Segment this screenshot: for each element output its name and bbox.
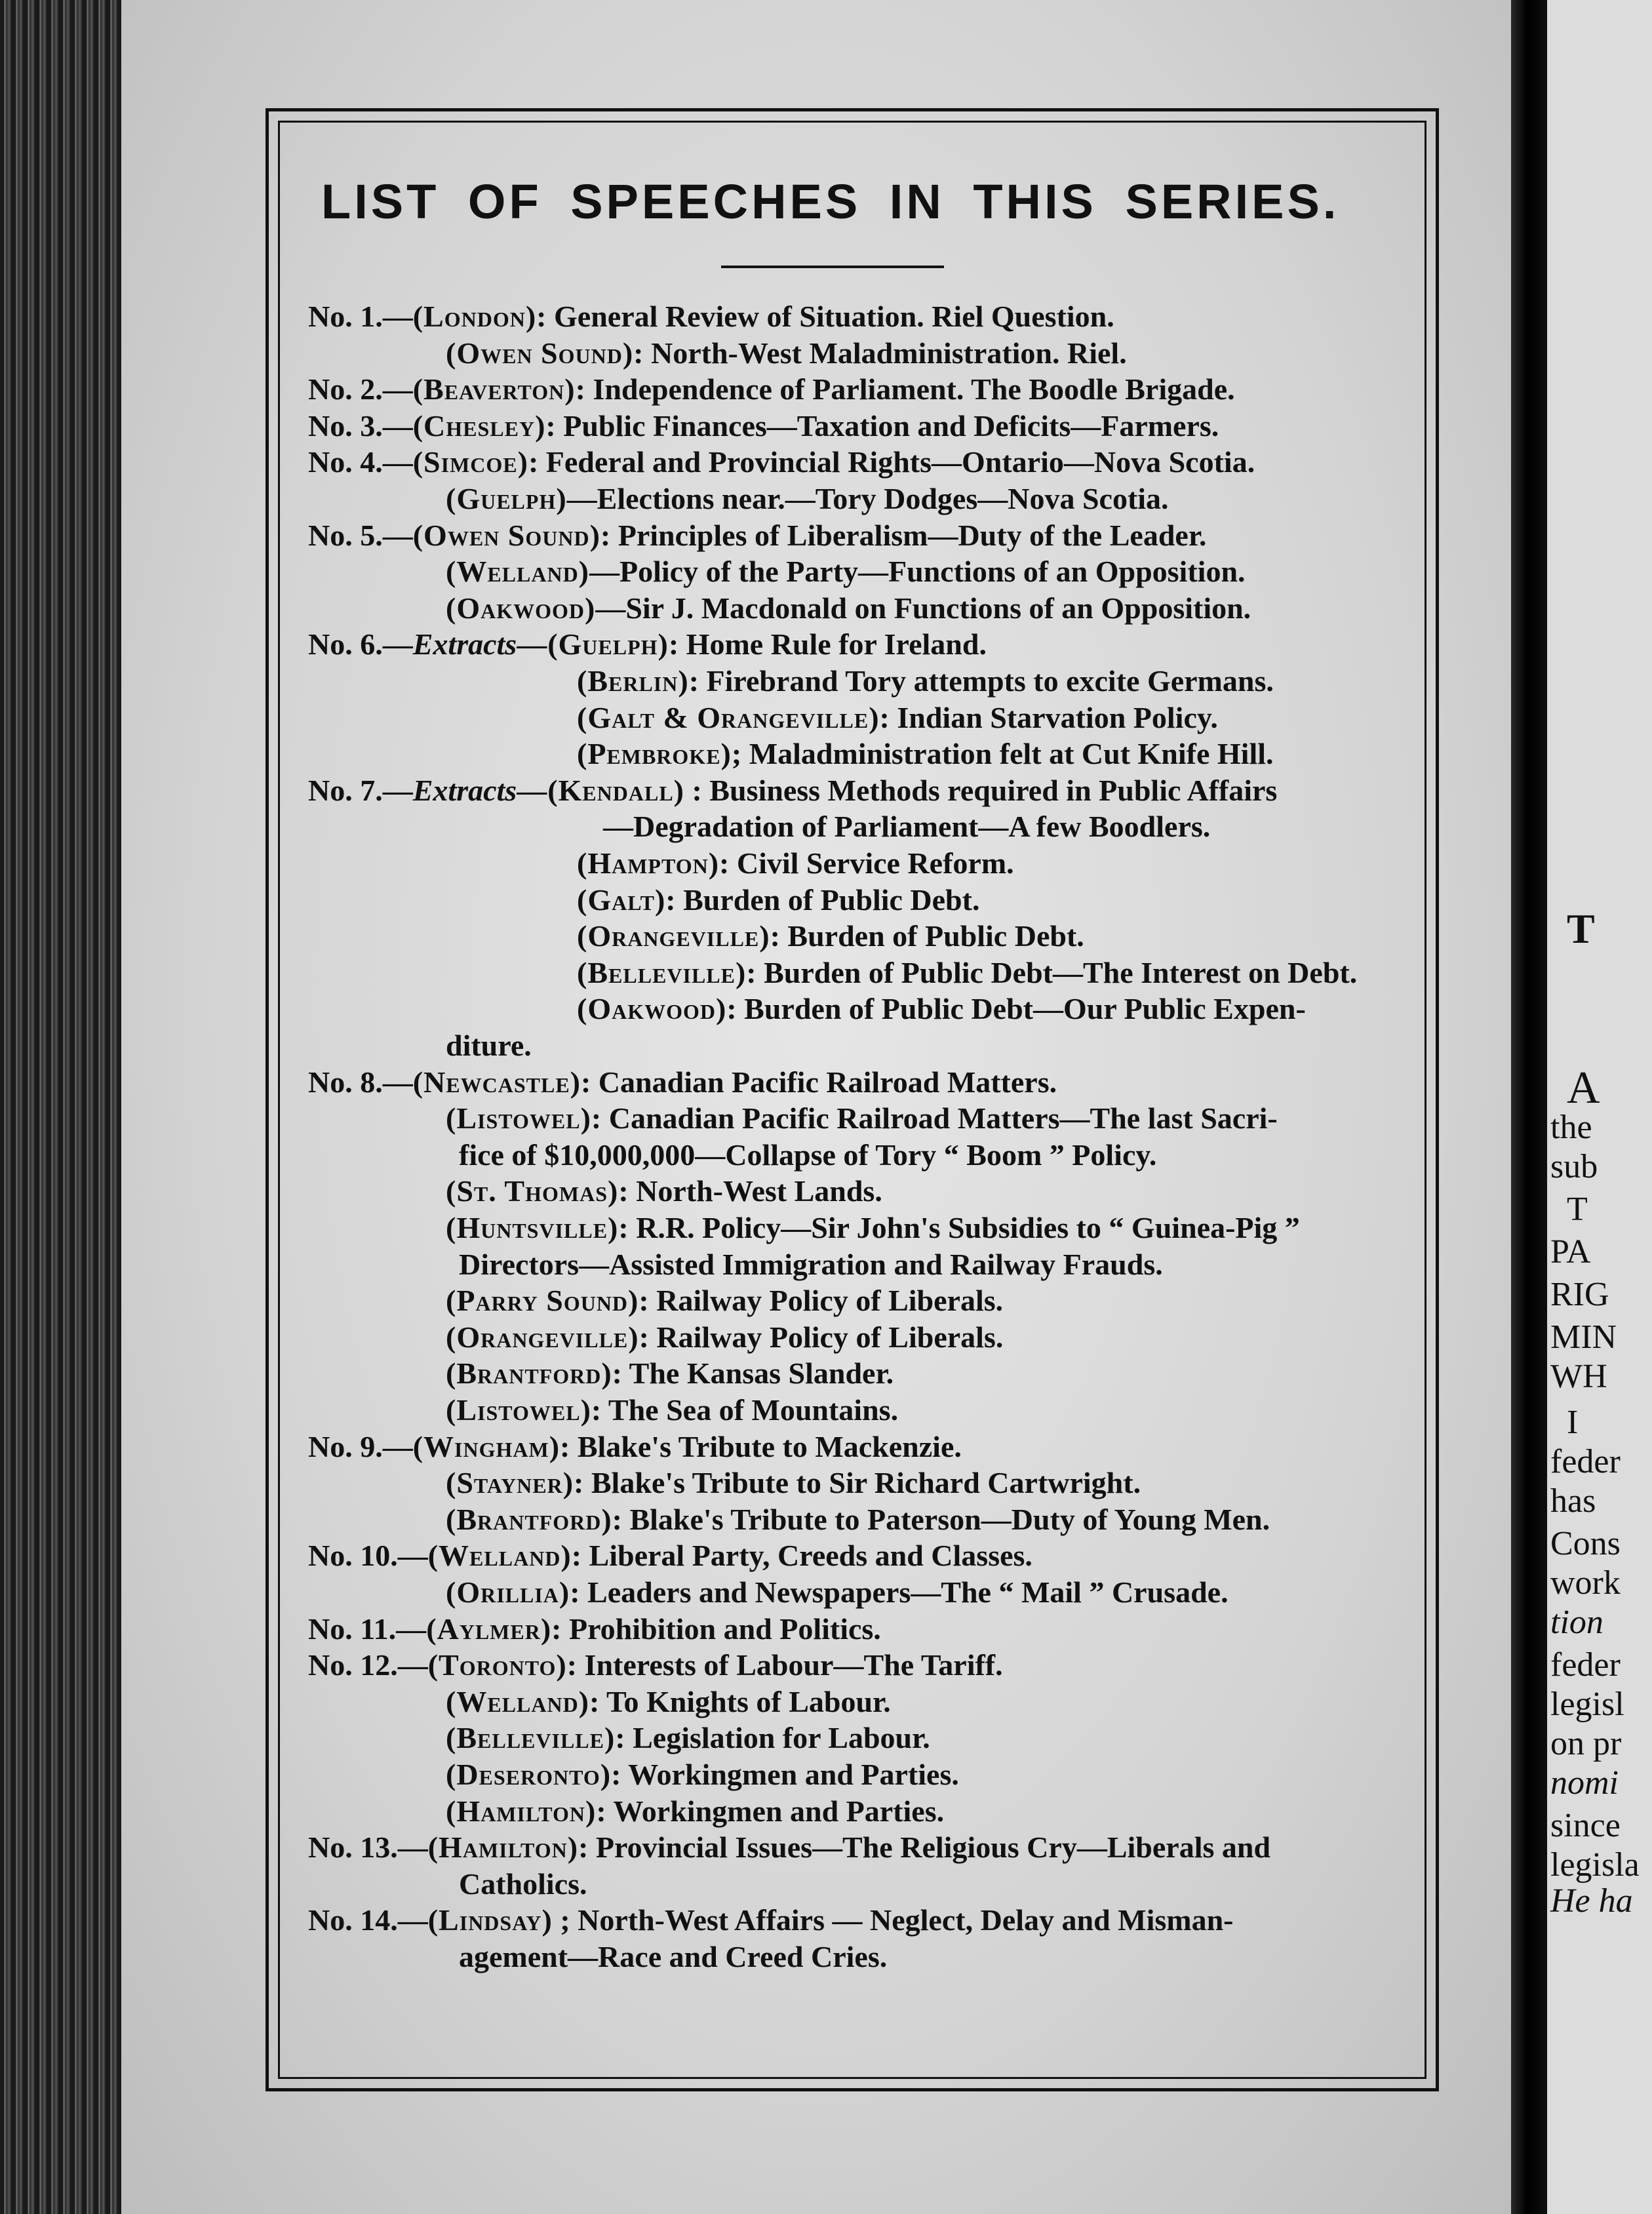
speech-number: No. 11.— [308,1611,427,1646]
facing-page-text-fragment: T [1567,1191,1588,1228]
facing-page-text-fragment: feder [1550,1443,1621,1480]
list-item [446,1100,1278,1137]
extracts-label: Extracts [412,627,517,662]
speech-location: —(Kendall) [517,773,684,807]
speech-topic: : Public Finances—Taxation and Deficits—Farmers. [545,408,1219,443]
speech-location: (Chesley) [412,408,546,443]
list-item [446,335,1127,372]
speech-location: (Oakwood) [446,591,596,625]
speech-topic: ; Maladministration felt at Cut Knife Hill. [731,737,1274,771]
list-item [446,1319,1003,1356]
speech-topic: : North-West Lands. [618,1174,882,1208]
speech-number: No. 12.— [308,1648,428,1682]
speech-topic: : Workingmen and Parties. [596,1794,945,1828]
speech-topic: : Railway Policy of Liberals. [639,1284,1004,1318]
speech-location: (Hampton) [577,846,720,880]
facing-page-text-fragment: Cons [1550,1525,1621,1562]
facing-page-text-fragment: nomi [1550,1764,1619,1802]
list-item [446,1027,532,1064]
speech-topic: : Federal and Provincial Rights—Ontario—Nova Scotia. [528,445,1255,479]
speech-topic: : Prohibition and Politics. [551,1611,881,1646]
speech-number: No. 1.— [308,300,413,333]
list-item [459,1246,1163,1283]
list-item [308,1829,1270,1866]
list-item [577,955,1357,991]
facing-page-text-fragment: RIG [1550,1276,1609,1313]
list-item [446,1210,1300,1246]
facing-page-text-fragment: WH [1550,1358,1607,1395]
speech-topic: —Elections near.—Tory Dodges—Nova Scotia. [566,482,1169,515]
speech-location: (Listowel) [446,1393,591,1427]
extracts-label: Extracts [412,773,517,807]
speech-topic: : Legislation for Labour. [615,1721,930,1755]
speech-topic: : Interests of Labour—The Tariff. [566,1648,1003,1682]
speech-topic: : The Sea of Mountains. [591,1393,899,1427]
list-item [308,1902,1233,1939]
speech-topic: : Home Rule for Ireland. [668,627,987,662]
facing-page-text-fragment: legisl [1550,1686,1624,1723]
speech-location: —(Guelph) [517,627,669,662]
facing-page [1547,0,1652,2214]
facing-page-text-fragment: T [1567,905,1595,952]
speech-topic: Catholics. [459,1867,587,1901]
speech-topic: : Canadian Pacific Railroad Matters—The last Sacri- [591,1101,1278,1136]
facing-page-text-fragment: since [1550,1807,1621,1844]
list-item [446,1282,1003,1319]
speech-topic: : Blake's Tribute to Sir Richard Cartwright. [574,1466,1141,1500]
speech-location: (Pembroke) [577,737,732,771]
list-item [446,1173,882,1210]
speech-topic: ; North-West Affairs — Neglect, Delay and Misman- [552,1903,1234,1937]
list-item [446,1684,891,1720]
speech-topic: : Canadian Pacific Railroad Matters. [580,1065,1057,1099]
speech-number: No. 7.— [308,773,413,807]
list-item [308,1537,1032,1574]
speech-location: (Belleville) [577,955,747,989]
speech-topic: diture. [446,1029,532,1062]
speech-topic: —Sir J. Macdonald on Functions of an Opposition. [595,591,1251,625]
facing-page-text-fragment: MIN [1550,1318,1617,1356]
speech-location: (Simcoe) [412,445,528,479]
speech-number: No. 9.— [308,1429,413,1463]
speech-location: (London) [412,300,537,333]
speech-location: (Brantford) [446,1502,612,1536]
list-item [308,298,1114,335]
book-page-edges [0,0,125,2214]
speech-topic: : The Kansas Slander. [612,1356,894,1391]
speech-location: (Deseronto) [446,1758,612,1791]
speech-topic: : Railway Policy of Liberals. [639,1320,1004,1354]
speech-topic: —Degradation of Parliament—A few Boodlers. [603,810,1211,844]
facing-page-text-fragment: I [1567,1404,1579,1441]
list-item [308,1611,881,1648]
speech-number: No. 14.— [308,1903,428,1937]
speech-location: (Stayner) [446,1466,574,1500]
list-item [308,626,987,663]
facing-page-text-fragment: legisla [1550,1846,1640,1884]
facing-page-text-fragment: the [1550,1109,1592,1146]
speech-location: (Oakwood) [577,992,727,1026]
speech-location: (Welland) [427,1539,572,1573]
speech-location: (Belleville) [446,1721,616,1755]
list-item [459,1939,887,1975]
list-item [446,1756,959,1793]
speech-topic: : North-West Maladministration. Riel. [633,336,1127,370]
speech-location: (Galt & Orangeville) [577,700,880,734]
speech-location: (Brantford) [446,1356,612,1391]
list-item [446,1355,894,1392]
list-item [577,700,1218,736]
list-item [577,882,979,919]
speech-topic: : Burden of Public Debt. [770,919,1084,953]
speech-location: (Hamilton) [427,1830,579,1865]
speech-number: No. 3.— [308,408,413,443]
speech-location: (Listowel) [446,1101,591,1136]
book-gutter [1511,0,1550,2214]
speech-topic: : Independence of Parliament. The Boodle Brigade. [575,372,1235,406]
list-item [577,663,1274,700]
speech-number: No. 2.— [308,372,413,406]
list-item [446,481,1169,517]
facing-page-text-fragment: tion [1550,1604,1603,1641]
speech-location: (Welland) [446,1684,589,1718]
speech-location: (Newcastle) [412,1065,581,1099]
speech-location: (Orillia) [446,1575,570,1609]
speech-number: No. 5.— [308,518,413,552]
list-item [308,371,1235,408]
speech-topic: : Firebrand Tory attempts to excite Germans. [688,664,1274,698]
speech-location: (Welland) [446,555,589,589]
speech-topic: : Workingmen and Parties. [611,1758,959,1791]
list-item [446,1392,898,1429]
speech-number: No. 6.— [308,627,413,662]
facing-page-text-fragment: sub [1550,1148,1598,1185]
list-item [577,845,1014,882]
speech-number: No. 10.— [308,1539,428,1573]
speech-topic: : Burden of Public Debt—The Interest on Debt. [746,955,1358,989]
list-item [308,772,1277,809]
facing-page-text-fragment: A [1567,1063,1600,1113]
speech-topic: agement—Race and Creed Cries. [459,1940,888,1973]
speech-location: (Orangeville) [577,919,770,953]
speech-topic: : To Knights of Labour. [589,1684,891,1718]
speech-topic: : Liberal Party, Creeds and Classes. [571,1539,1032,1573]
speech-topic: fice of $10,000,000—Collapse of Tory “ Boom ” Policy. [459,1137,1157,1172]
facing-page-text-fragment: PA [1550,1233,1591,1271]
speech-location: (Wingham) [412,1429,560,1463]
speech-location: (Toronto) [427,1648,567,1682]
speech-topic: : Burden of Public Debt—Our Public Expen- [726,992,1306,1026]
list-item [577,918,1084,955]
speech-location: (Parry Sound) [446,1284,639,1318]
speech-topic: : Business Methods required in Public Affairs [684,773,1278,807]
speech-topic: : Leaders and Newspapers—The “ Mail ” Crusade. [570,1575,1229,1609]
list-item [603,808,1210,845]
speech-location: (Beaverton) [412,372,576,406]
speech-topic: : Indian Starvation Policy. [879,700,1218,734]
speech-topic: Directors—Assisted Immigration and Railway Frauds. [459,1247,1163,1281]
list-item [446,1793,944,1830]
list-item [446,1574,1229,1611]
speech-location: (Lindsay) [427,1903,553,1937]
speech-location: (Aylmer) [426,1611,552,1646]
speech-number: No. 4.— [308,445,413,479]
speech-location: (Galt) [577,882,666,917]
title-rule [721,266,944,268]
list-item [308,1429,962,1465]
list-item [577,736,1274,772]
list-item [308,444,1255,481]
speech-topic: : Burden of Public Debt. [665,882,980,917]
speech-topic: : Blake's Tribute to Mackenzie. [560,1429,962,1463]
speech-number: No. 13.— [308,1830,428,1865]
speech-location: (Owen Sound) [446,336,634,370]
list-item [308,1647,1003,1684]
list-item [446,1501,1270,1538]
speech-topic: : R.R. Policy—Sir John's Subsidies to “ Guinea-Pig ” [618,1211,1300,1244]
list-item [446,553,1246,590]
speech-topic: —Policy of the Party—Functions of an Opposition. [589,555,1246,589]
list-item [446,590,1251,627]
speech-location: (St. Thomas) [446,1174,619,1208]
list-item [446,1720,930,1756]
speech-location: (Berlin) [577,664,689,698]
list-item [308,1064,1057,1101]
speech-number: No. 8.— [308,1065,413,1099]
list-item [459,1866,587,1903]
speech-topic: : General Review of Situation. Riel Question. [536,300,1114,333]
speech-topic: : Principles of Liberalism—Duty of the Leader. [600,518,1207,552]
speech-location: (Owen Sound) [412,518,600,552]
speech-location: (Guelph) [446,482,567,515]
facing-page-text-fragment: work [1550,1564,1621,1602]
facing-page-text-fragment: feder [1550,1646,1621,1684]
speech-location: (Orangeville) [446,1320,639,1354]
page-title: LIST OF SPEECHES IN THIS SERIES. [321,174,1340,229]
list-item [308,408,1219,445]
speech-topic: : Civil Service Reform. [719,846,1014,880]
speech-topic: : Blake's Tribute to Paterson—Duty of Young Men. [612,1502,1270,1536]
facing-page-text-fragment: on pr [1550,1725,1622,1762]
facing-page-text-fragment: He ha [1550,1882,1633,1920]
list-item [459,1137,1156,1174]
list-item [308,517,1207,554]
list-item [577,991,1306,1027]
list-item [446,1465,1141,1501]
speech-location: (Huntsville) [446,1211,619,1244]
speech-location: (Hamilton) [446,1794,597,1828]
facing-page-text-fragment: has [1550,1482,1596,1520]
speech-topic: : Provincial Issues—The Religious Cry—Liberals and [578,1830,1271,1865]
